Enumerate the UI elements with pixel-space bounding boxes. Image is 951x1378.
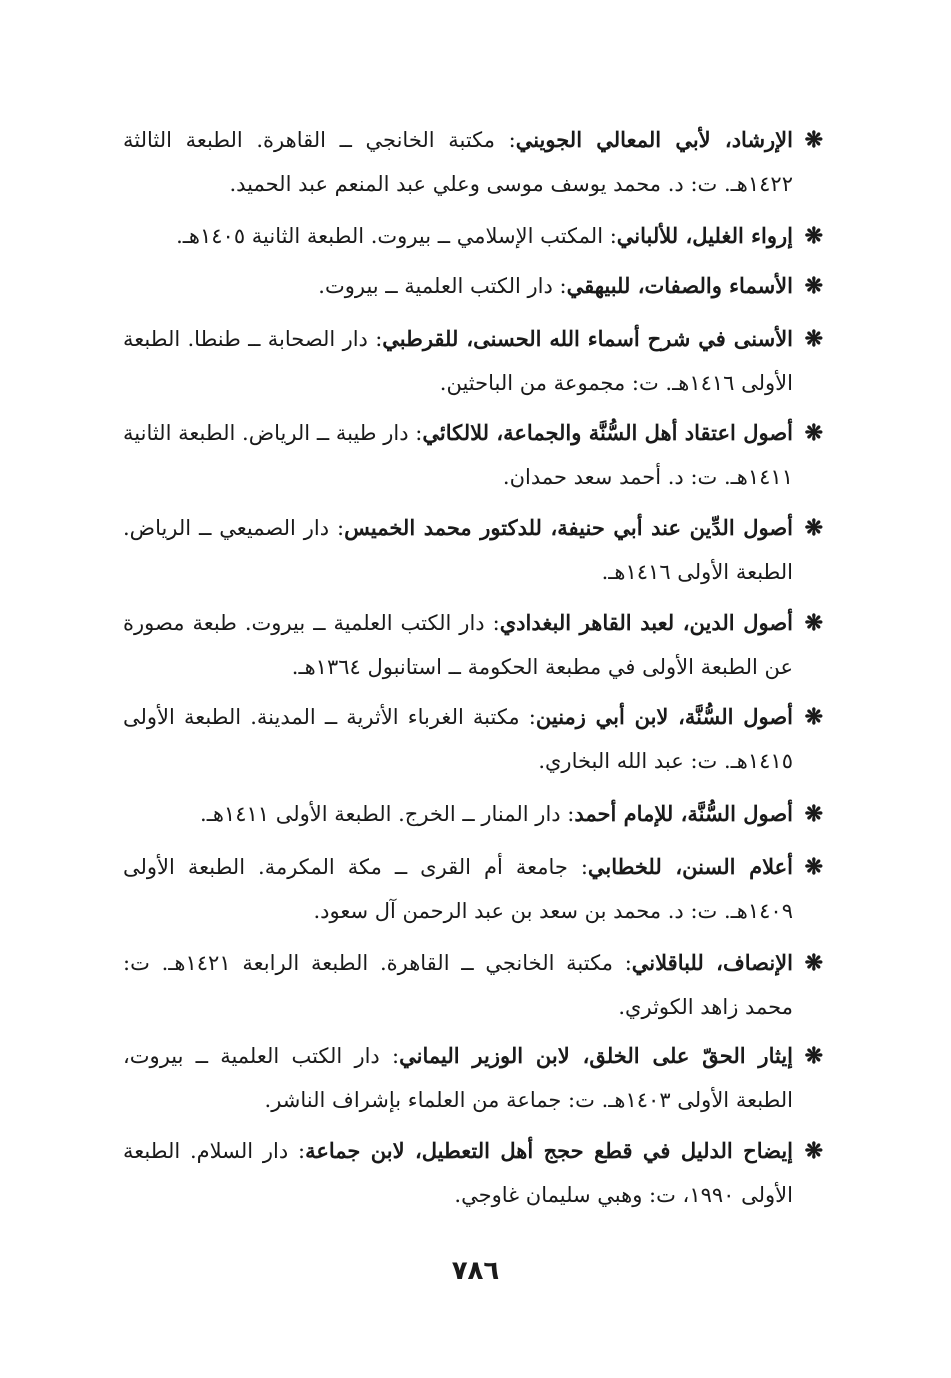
bibliography-entry — [123, 411, 823, 499]
bibliography-entry — [123, 792, 823, 836]
bibliography-entry — [123, 317, 823, 405]
bibliography-entry — [123, 214, 823, 258]
bibliography-entry — [123, 264, 823, 308]
entry-details: : مكتبة الخانجي ــ القاهرة. الطبعة الثالثة ١٤٢٢هـ. ت: د. محمد يوسف موسى وعلي عبد المنعم عبد الحميد. — [123, 128, 793, 196]
bullet-star-icon: ❋ — [804, 1043, 823, 1069]
entry-title: أعلام السنن، للخطابي — [587, 854, 793, 879]
bullet-star-icon: ❋ — [804, 610, 823, 636]
entry-title: الأسنى في شرح أسماء الله الحسنى، للقرطبي — [382, 326, 794, 351]
entry-title: أصول الدِّين عند أبي حنيفة، للدكتور محمد الخميس — [344, 515, 793, 540]
entry-details: : مكتبة الغرباء الأثرية ــ المدينة. الطبعة الأولى ١٤١٥هـ. ت: عبد الله البخاري. — [123, 705, 793, 773]
bullet-star-icon: ❋ — [804, 326, 823, 352]
bullet-star-icon: ❋ — [804, 1138, 823, 1164]
bullet-star-icon: ❋ — [804, 854, 823, 880]
entry-title: إيثار الحقّ على الخلق، لابن الوزير اليماني — [399, 1043, 793, 1068]
entry-details: : دار الكتب العلمية ــ بيروت. — [318, 274, 567, 298]
entry-title: أصول السُّنَّة، للإمام أحمد — [574, 801, 793, 826]
entry-title: أصول السُّنَّة، لابن أبي زمنين — [535, 704, 793, 729]
entry-title: الإرشاد، لأبي المعالي الجويني — [515, 127, 793, 152]
bullet-star-icon: ❋ — [804, 950, 823, 976]
entry-title: الإنصاف، للباقلاني — [631, 950, 793, 975]
entry-details: : جامعة أم القرى ــ مكة المكرمة. الطبعة الأولى ١٤٠٩هـ. ت: د. محمد بن سعد بن عبد الرحمن آل سعود. — [123, 855, 793, 923]
entry-details: : دار الصميعي ــ الرياض. الطبعة الأولى ١٤١٦هـ. — [123, 516, 793, 584]
bibliography-entry — [123, 601, 823, 689]
entry-title: أصول اعتقاد أهل السُّنَّة والجماعة، للالكائي — [422, 420, 793, 445]
entry-details: : دار السلام. الطبعة الأولى ١٩٩٠، ت: وهبي سليمان غاوجي. — [123, 1139, 793, 1207]
entry-details: : المكتب الإسلامي ــ بيروت. الطبعة الثانية ١٤٠٥هـ. — [176, 224, 617, 248]
bibliography-entry — [123, 1129, 823, 1217]
page-number: ٧٨٦ — [451, 1256, 500, 1286]
entry-title: إرواء الغليل، للألباني — [616, 223, 793, 248]
bullet-star-icon: ❋ — [804, 515, 823, 541]
bullet-star-icon: ❋ — [804, 273, 823, 299]
entry-title: إيضاح الدليل في قطع حجج أهل التعطيل، لابن جماعة — [305, 1138, 793, 1163]
entry-details: : دار الكتب العلمية ــ بيروت. طبعة مصورة عن الطبعة الأولى في مطبعة الحكومة ــ استانبول ١٣٦٤هـ. — [123, 611, 793, 679]
bibliography-entry — [123, 1034, 823, 1122]
bullet-star-icon: ❋ — [804, 420, 823, 446]
bullet-star-icon: ❋ — [804, 801, 823, 827]
entry-details: : مكتبة الخانجي ــ القاهرة. الطبعة الرابعة ١٤٢١هـ. ت: محمد زاهد الكوثري. — [123, 951, 793, 1019]
bibliography-entry — [123, 118, 823, 206]
bullet-star-icon: ❋ — [804, 223, 823, 249]
bibliography-entry — [123, 506, 823, 594]
entry-details: : دار الكتب العلمية ــ بيروت، الطبعة الأولى ١٤٠٣هـ. ت: جماعة من العلماء بإشراف الناشر. — [123, 1044, 793, 1112]
entry-title: الأسماء والصفات، للبيهقي — [566, 273, 793, 298]
entry-title: أصول الدين، لعبد القاهر البغدادي — [499, 610, 793, 635]
bibliography-entry — [123, 845, 823, 933]
entry-details: : دار الصحابة ــ طنطا. الطبعة الأولى ١٤١٦هـ. ت: مجموعة من الباحثين. — [123, 327, 793, 395]
bullet-star-icon: ❋ — [804, 127, 823, 153]
bullet-star-icon: ❋ — [804, 704, 823, 730]
bibliography-entry — [123, 941, 823, 1029]
entry-details: : دار المنار ــ الخرج. الطبعة الأولى ١٤١١هـ. — [200, 802, 575, 826]
entry-details: : دار طيبة ــ الرياض. الطبعة الثانية ١٤١١هـ. ت: د. أحمد سعد حمدان. — [123, 421, 793, 489]
bibliography-entry — [123, 695, 823, 783]
